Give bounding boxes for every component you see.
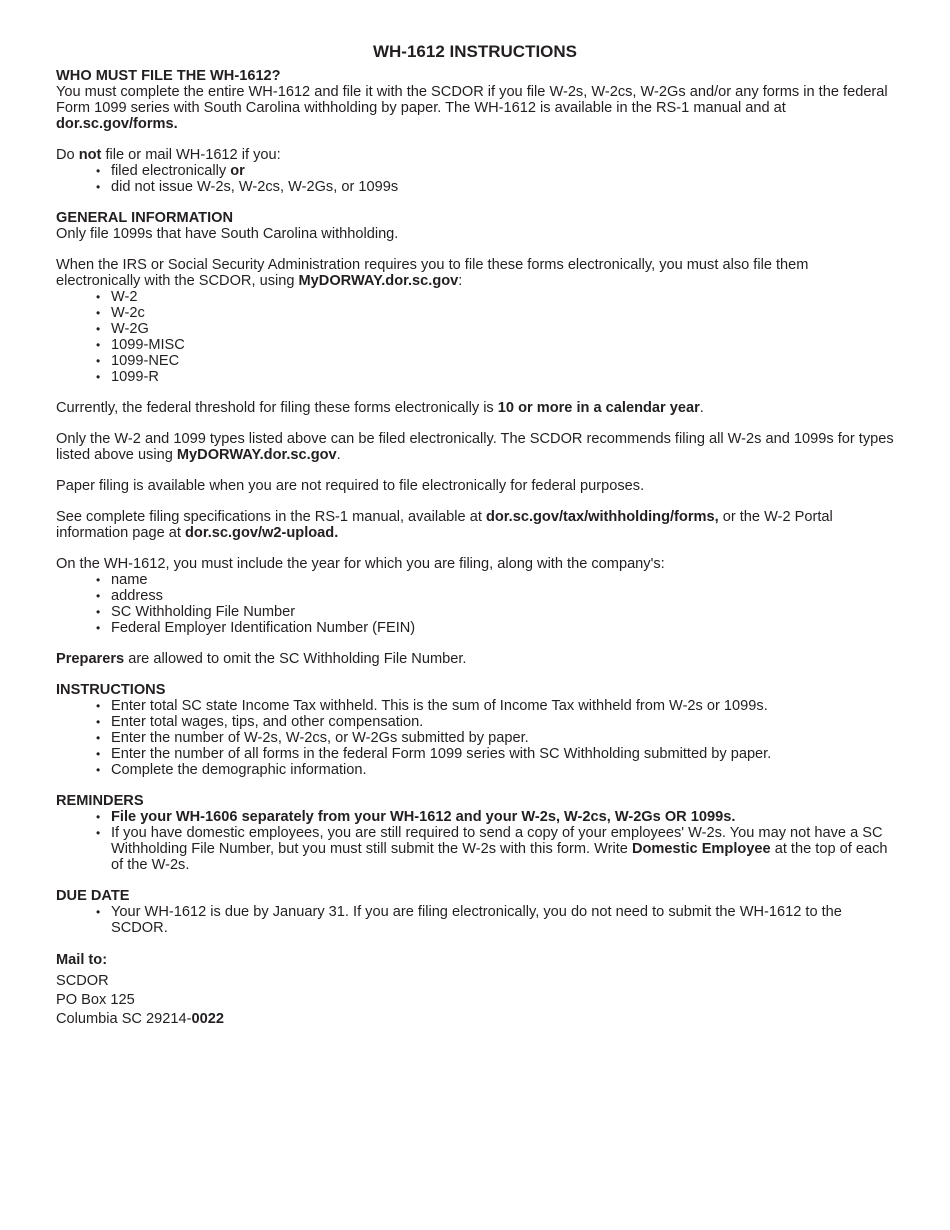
threshold-paragraph: Currently, the federal threshold for filing these forms electronically is 10 or more in a calendar year.	[56, 400, 704, 416]
due-date-heading: DUE DATE	[56, 888, 130, 904]
preparers-paragraph: Preparers are allowed to omit the SC Withholding File Number.	[56, 651, 467, 667]
mail-to-heading: Mail to:	[56, 952, 108, 968]
mailing-address	[56, 951, 894, 1029]
do-not-file-list	[56, 163, 894, 195]
list-item: • Your WH-1612 is due by January 31. If you are filing electronically, you do not need to submit the WH-1612 to the SCDOR.	[96, 904, 842, 936]
who-must-file-heading: WHO MUST FILE THE WH-1612?	[56, 68, 281, 84]
who-must-file-paragraph: You must complete the entire WH-1612 and file it with the SCDOR if you file W-2s, W-2cs, W-2Gs and/or any forms in the federal Form 1099 series with South Carolina withholding by paper. The WH-1612 is available in the RS-1 manual and at dor.sc.gov/forms.	[56, 84, 888, 132]
general-line: Only file 1099s that have South Carolina withholding.	[56, 226, 399, 242]
list-item: • Enter the number of W-2s, W-2cs, or W-2Gs submitted by paper.	[96, 730, 529, 746]
list-item: • address	[96, 588, 163, 604]
list-item: • SC Withholding File Number	[96, 604, 296, 620]
list-item: • Enter total SC state Income Tax withheld. This is the sum of Income Tax withheld from W-2s or 1099s.	[96, 698, 768, 714]
mydorway-link: MyDORWAY.dor.sc.gov	[176, 447, 337, 463]
list-item: • File your WH-1606 separately from your WH-1612 and your W-2s, W-2cs, W-2Gs OR 1099s.	[96, 809, 736, 825]
list-item: • W-2	[96, 289, 138, 305]
include-paragraph: On the WH-1612, you must include the year for which you are filing, along with the company's:	[56, 556, 665, 572]
specifications-paragraph: See complete filing specifications in the RS-1 manual, available at dor.sc.gov/tax/withholding/forms, or the W-2 Portal information page at dor.sc.gov/w2-upload.	[56, 509, 833, 541]
instructions-heading: INSTRUCTIONS	[56, 682, 166, 698]
list-item: • Complete the demographic information.	[96, 762, 367, 778]
list-item: • 1099-R	[96, 369, 159, 385]
list-item: • filed electronically or	[96, 163, 245, 179]
list-item: • name	[96, 572, 148, 588]
w2-upload-link: dor.sc.gov/w2-upload.	[185, 525, 339, 541]
do-not-file-text: Do not file or mail WH-1612 if you:	[56, 147, 281, 163]
reminders-heading: REMINDERS	[56, 793, 144, 809]
forms-link: dor.sc.gov/forms.	[56, 116, 178, 132]
company-info-list	[56, 572, 894, 636]
electronic-types-paragraph: Only the W-2 and 1099 types listed above can be filed electronically. The SCDOR recommends filing all W-2s and 1099s for types listed above using MyDORWAY.dor.sc.gov.	[56, 431, 894, 463]
electronic-forms-list	[56, 289, 894, 385]
reminders-list	[56, 809, 894, 873]
due-date-list	[56, 904, 894, 936]
list-item: • 1099-MISC	[96, 337, 185, 353]
list-item: • W-2c	[96, 305, 145, 321]
general-information-heading: GENERAL INFORMATION	[56, 210, 234, 226]
withholding-forms-link: dor.sc.gov/tax/withholding/forms,	[485, 509, 719, 525]
list-item: • Enter total wages, tips, and other compensation.	[96, 714, 424, 730]
address-line: Columbia SC 29214-0022	[56, 1011, 224, 1027]
list-item: • Federal Employer Identification Number (FEIN)	[96, 620, 416, 636]
list-item: • W-2G	[96, 321, 149, 337]
irs-paragraph: When the IRS or Social Security Administration requires you to file these forms electronically, you must also file them electronically with the SCDOR, using MyDORWAY.dor.sc.gov:	[56, 257, 809, 289]
mydorway-link: MyDORWAY.dor.sc.gov	[298, 273, 459, 289]
address-line: PO Box 125	[56, 992, 135, 1008]
list-item: • If you have domestic employees, you are still required to send a copy of your employees' W-2s. You may not have a SC Withholding File Number, but you must still submit the W-2s with this form. Write Domestic Employee at the top of each of the W-2s.	[96, 825, 888, 873]
list-item: • 1099-NEC	[96, 353, 180, 369]
list-item: • Enter the number of all forms in the federal Form 1099 series with SC Withholding submitted by paper.	[96, 746, 772, 762]
instructions-list	[56, 698, 894, 778]
address-line: SCDOR	[56, 973, 109, 989]
paper-filing-paragraph: Paper filing is available when you are not required to file electronically for federal purposes.	[56, 478, 645, 494]
list-item: • did not issue W-2s, W-2cs, W-2Gs, or 1099s	[96, 179, 399, 195]
page-title: WH-1612 INSTRUCTIONS	[372, 42, 578, 61]
